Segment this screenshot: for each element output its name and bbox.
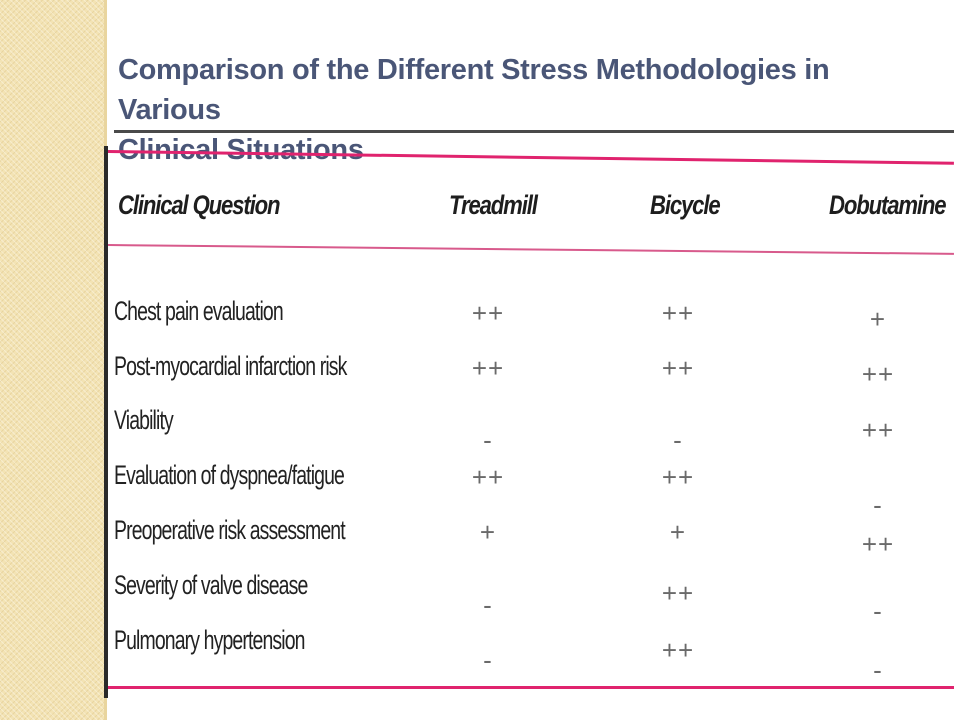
title-divider <box>114 130 954 133</box>
cell-bicycle: ++ <box>661 353 695 383</box>
table-bottom-rule <box>108 686 954 689</box>
row-question: Chest pain evaluation <box>114 296 283 326</box>
table-row <box>114 296 944 336</box>
row-question: Viability <box>114 405 173 435</box>
cell-dobutamine: ++ <box>861 415 895 445</box>
table-top-rule <box>108 150 954 165</box>
cell-dobutamine: - <box>873 596 883 626</box>
cell-bicycle: ++ <box>661 635 695 665</box>
table-left-border <box>104 146 108 698</box>
cell-treadmill: ++ <box>471 298 505 328</box>
column-header-bicycle: Bicycle <box>650 190 720 220</box>
column-header-clinical-question: Clinical Question <box>118 190 280 220</box>
comparison-table <box>104 146 954 696</box>
row-question: Preoperative risk assessment <box>114 515 345 545</box>
table-row <box>114 625 944 685</box>
cell-bicycle: ++ <box>661 298 695 328</box>
cell-dobutamine: - <box>873 655 883 685</box>
table-row <box>114 405 944 455</box>
table-row <box>114 351 944 391</box>
table-row <box>114 460 944 520</box>
cell-dobutamine: ++ <box>861 529 895 559</box>
title-line-1: Comparison of the Different Stress Methodologies in Various <box>118 54 830 126</box>
decorative-side-strip <box>0 0 104 720</box>
cell-treadmill: ++ <box>471 353 505 383</box>
cell-dobutamine: - <box>873 490 883 520</box>
cell-dobutamine: ++ <box>861 359 895 389</box>
cell-bicycle: ++ <box>661 462 695 492</box>
column-header-treadmill: Treadmill <box>449 190 537 220</box>
row-question: Pulmonary hypertension <box>114 625 305 655</box>
cell-bicycle: - <box>673 425 683 455</box>
cell-treadmill: - <box>483 590 493 620</box>
cell-treadmill: ++ <box>471 462 505 492</box>
cell-treadmill: + <box>479 517 497 547</box>
title-line-2: Clinical Situations <box>118 134 364 166</box>
table-row <box>114 515 944 559</box>
column-header-dobutamine: Dobutamine <box>829 190 946 220</box>
cell-bicycle: ++ <box>661 578 695 608</box>
row-question: Evaluation of dyspnea/fatigue <box>114 460 345 490</box>
cell-bicycle: + <box>669 517 687 547</box>
cell-treadmill: - <box>483 425 493 455</box>
cell-dobutamine: + <box>869 304 887 334</box>
table-row <box>114 570 944 626</box>
row-question: Severity of valve disease <box>114 570 308 600</box>
header-divider <box>108 244 954 255</box>
cell-treadmill: - <box>483 645 493 675</box>
row-question: Post-myocardial infarction risk <box>114 351 347 381</box>
